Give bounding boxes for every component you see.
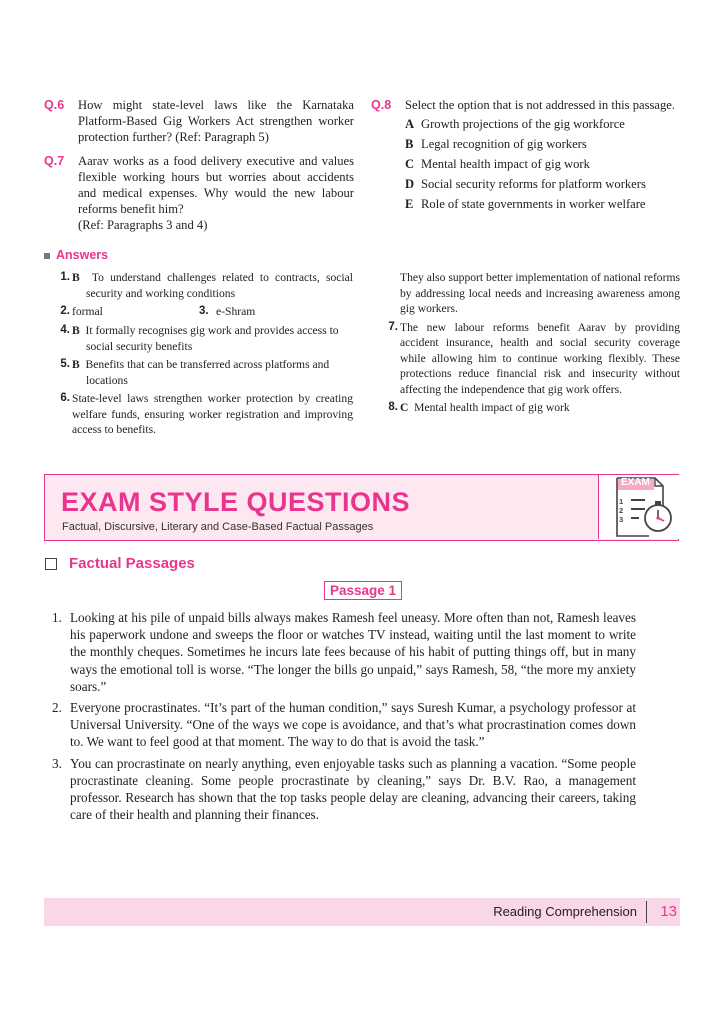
- option-list: [405, 116, 680, 212]
- answer-letter: B: [72, 358, 80, 371]
- answer-text: It formally recognises gig work and provides access to social security benefits: [85, 324, 339, 353]
- answer-number: 4.: [60, 324, 70, 336]
- answer-number: 3.: [199, 305, 209, 317]
- exam-banner: [44, 474, 679, 541]
- banner-title: EXAM STYLE QUESTIONS: [61, 487, 411, 517]
- answer-letter: B: [72, 271, 80, 284]
- answer-letter: B: [72, 324, 80, 337]
- exam-icon-label: EXAM: [621, 477, 650, 488]
- exam-icon-list-item: 1: [619, 497, 624, 506]
- paragraph-text: Looking at his pile of unpaid bills always makes Ramesh feel uneasy. More often than not, Ramesh leaves his paperwork undone and sweeps the floor or watches TV instead, waiting until the last moment to write the monthly cheques. Sometimes he incurs late fees because of his habit of putting things off, but in many ways the emotional toll is worse. “The longer the bills go unpaid,” says Ramesh, 58, “the more my anxiety soars.”: [70, 610, 636, 694]
- option-d: [405, 176, 680, 192]
- passage-paragraph: [52, 699, 636, 751]
- answers-left-column: [44, 270, 353, 441]
- footer-divider: [646, 901, 648, 923]
- question-6: [44, 97, 354, 145]
- paragraph-number: 2.: [52, 700, 62, 716]
- answer-7: [372, 320, 680, 398]
- option-text: Social security reforms for platform workers: [421, 177, 646, 191]
- exam-icon-list-item: 3: [619, 515, 624, 524]
- question-8: [371, 97, 680, 216]
- answer-6: [44, 391, 353, 438]
- answer-number: 6.: [60, 392, 70, 404]
- answer-number: 8.: [388, 401, 398, 413]
- option-text: Growth projections of the gig workforce: [421, 117, 625, 131]
- banner-subtitle: Factual, Discursive, Literary and Case-Based Factual Passages: [62, 521, 374, 533]
- answers-heading-text: Answers: [56, 248, 109, 262]
- option-letter: D: [405, 177, 415, 191]
- option-letter: A: [405, 117, 415, 131]
- option-e: [405, 196, 680, 212]
- option-text: Legal recognition of gig workers: [421, 137, 587, 151]
- paragraph-text: You can procrastinate on nearly anything, even enjoyable tasks such as planning a vacation. “Some people procrastinate cleaning. Some people procrastinate by cleaning,” says Dr. B.V. Rao, a management professor. Research has shown that the top tasks people delay are cleaning, advancing their careers, taking care of their health and planning their finances.: [70, 755, 636, 823]
- question-text: Aarav works as a food delivery executive and values flexible working hours but worries about accidents and medical expenses. Why would the new labour reforms benefit him?: [78, 154, 354, 216]
- answer-number: 1.: [60, 271, 70, 283]
- paragraph-number: 3.: [52, 755, 62, 771]
- answer-number: 2.: [60, 305, 70, 317]
- exam-icon-list: [619, 497, 623, 524]
- footer-label: Reading Comprehension: [493, 904, 637, 919]
- question-reference: (Ref: Paragraphs 3 and 4): [78, 218, 208, 232]
- page-number: 13: [660, 903, 677, 920]
- answer-text: State-level laws strengthen worker protection by creating welfare funds, ensuring worker registration and improving access to benefits.: [72, 392, 353, 436]
- answer-1: [44, 270, 353, 301]
- question-number: Q.7: [44, 154, 65, 168]
- option-letter: E: [405, 197, 414, 211]
- answers-right-column: [372, 270, 680, 419]
- option-text: Role of state governments in worker welfare: [421, 197, 646, 211]
- option-text: Mental health impact of gig work: [421, 157, 590, 171]
- option-letter: B: [405, 137, 414, 151]
- answer-letter: C: [400, 401, 409, 414]
- answer-8: [372, 400, 680, 416]
- answer-number: 5.: [60, 358, 70, 370]
- question-number: Q.8: [371, 98, 392, 112]
- question-text: How might state-level laws like the Karnataka Platform-Based Gig Workers Act strengthen worker protection further? (Ref: Paragraph 5): [78, 98, 354, 144]
- answer-2-3: [44, 304, 353, 320]
- paragraph-text: Everyone procrastinates. “It’s part of the human condition,” says Suresh Kumar, a psychology professor at Universal University. “One of the ways we cope is avoidance, and that’s what procrastination comes down to. We want to feel good at that moment. The way to do that is avoid the task.”: [70, 700, 636, 750]
- answer-text: Benefits that can be transferred across platforms and locations: [85, 358, 330, 387]
- answer-text: To understand challenges related to contracts, social security and working conditions: [86, 271, 353, 300]
- answer-text: formal: [72, 305, 103, 318]
- option-letter: C: [405, 157, 415, 171]
- page-footer: [44, 898, 680, 926]
- exam-icon-list-item: 2: [619, 506, 624, 515]
- passage-label: Passage 1: [324, 581, 402, 600]
- answer-text: The new labour reforms benefit Aarav by providing accident insurance, health and social security coverage while allowing him to continue working flexibly. These protections reduce financial risk and insecurity without affecting the independence that gig work offers.: [400, 320, 680, 396]
- answer-text: Mental health impact of gig work: [414, 401, 570, 414]
- answer-number: 7.: [388, 320, 398, 333]
- answer-text: e-Shram: [216, 305, 256, 318]
- answer-6-continued: They also support better implementation of national reforms by addressing local needs and increasing awareness among gig workers.: [400, 271, 680, 315]
- checkbox-icon: [45, 558, 57, 570]
- answers-heading: [44, 248, 108, 262]
- question-number: Q.6: [44, 98, 65, 112]
- passage-paragraph: [52, 755, 636, 824]
- option-c: [405, 156, 680, 172]
- answer-5: [44, 357, 353, 388]
- option-b: [405, 136, 680, 152]
- section-title: Factual Passages: [69, 555, 195, 572]
- bullet-icon: [44, 253, 50, 259]
- exam-icon-box: [598, 475, 679, 539]
- passage-paragraph: [52, 609, 636, 695]
- passage-body: [52, 609, 636, 827]
- paragraph-number: 1.: [52, 610, 62, 625]
- question-7: [44, 153, 354, 233]
- answer-4: [44, 323, 353, 354]
- question-text: Select the option that is not addressed in this passage.: [405, 98, 676, 112]
- option-a: [405, 116, 680, 132]
